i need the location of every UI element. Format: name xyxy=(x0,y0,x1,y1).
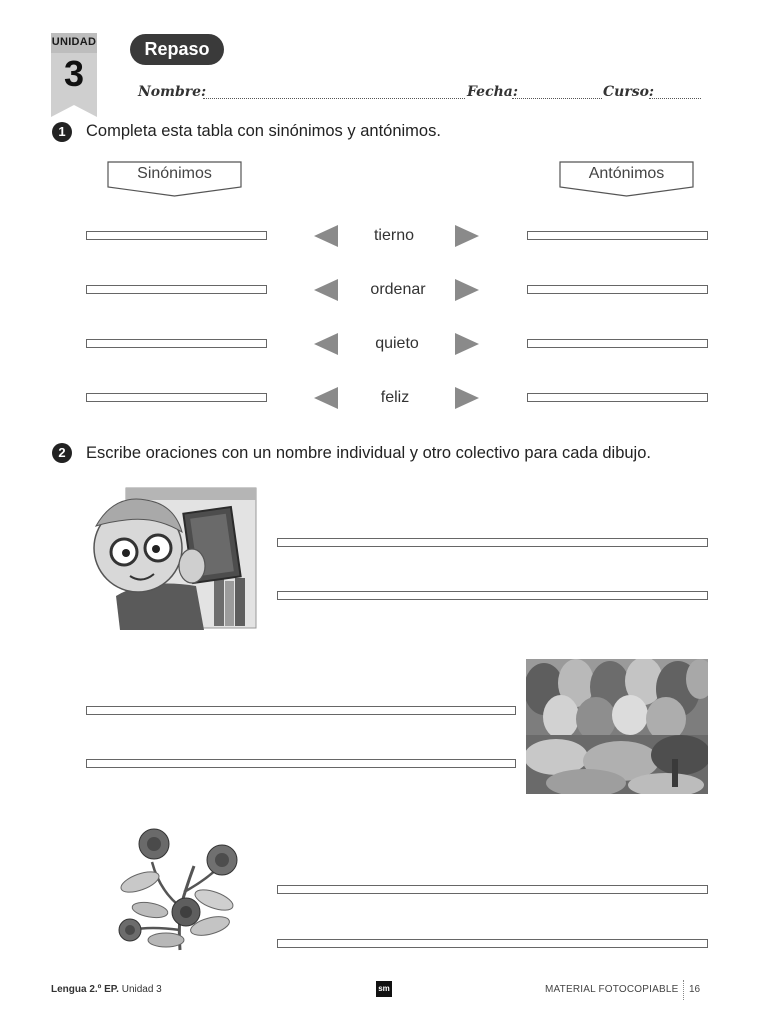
synonym-answer-line[interactable] xyxy=(86,339,267,348)
exercise-2-instruction: Escribe oraciones con un nombre individual y otro colectivo para cada dibujo. xyxy=(86,444,651,462)
word-item: tierno xyxy=(373,227,415,244)
footer-book-title: Lengua 2.º EP. xyxy=(51,984,119,995)
page-number: 16 xyxy=(689,984,701,995)
boy-with-books-illustration xyxy=(86,486,258,630)
antonimos-heading: Antónimos xyxy=(588,165,665,182)
sentence-answer-line[interactable] xyxy=(277,591,708,600)
exercise-1-number: 1 xyxy=(52,122,72,142)
sentence-answer-line[interactable] xyxy=(277,939,708,948)
antonym-answer-line[interactable] xyxy=(527,339,708,348)
footer-material: MATERIAL FOTOCOPIABLE xyxy=(545,984,679,995)
sentence-answer-line[interactable] xyxy=(86,759,516,768)
fecha-label: Fecha: xyxy=(467,84,519,100)
synonym-answer-line[interactable] xyxy=(86,285,267,294)
footer-book-unit: Unidad 3 xyxy=(121,984,162,995)
exercise-2-number: 2 xyxy=(52,443,72,463)
curso-label: Curso: xyxy=(603,84,655,100)
nombre-label: Nombre: xyxy=(138,84,207,100)
nombre-field[interactable] xyxy=(203,98,465,99)
section-title: Repaso xyxy=(130,34,224,65)
sm-logo: sm xyxy=(376,981,392,997)
synonym-answer-line[interactable] xyxy=(86,231,267,240)
arrow-left-icon xyxy=(314,333,338,355)
sentence-answer-line[interactable] xyxy=(277,538,708,547)
exercise-1-instruction: Completa esta tabla con sinónimos y antónimos. xyxy=(86,122,441,140)
footer-book-info xyxy=(51,984,162,995)
antonym-answer-line[interactable] xyxy=(527,285,708,294)
footer-divider xyxy=(683,980,684,1000)
unit-label: UNIDAD xyxy=(51,36,97,48)
antonym-answer-line[interactable] xyxy=(527,231,708,240)
fecha-field[interactable] xyxy=(512,98,602,99)
sentence-answer-line[interactable] xyxy=(277,885,708,894)
arrow-left-icon xyxy=(314,387,338,409)
arrow-right-icon xyxy=(455,279,479,301)
unit-number: 3 xyxy=(63,53,85,94)
antonym-answer-line[interactable] xyxy=(527,393,708,402)
roses-illustration xyxy=(110,822,250,952)
curso-field[interactable] xyxy=(649,98,701,99)
sentence-answer-line[interactable] xyxy=(86,706,516,715)
word-item: ordenar xyxy=(370,281,426,298)
word-item: feliz xyxy=(380,389,410,406)
synonym-answer-line[interactable] xyxy=(86,393,267,402)
arrow-right-icon xyxy=(455,225,479,247)
arrow-left-icon xyxy=(314,225,338,247)
arrow-right-icon xyxy=(455,333,479,355)
arrow-left-icon xyxy=(314,279,338,301)
arrow-right-icon xyxy=(455,387,479,409)
sinonimos-heading: Sinónimos xyxy=(137,165,212,182)
forest-illustration xyxy=(526,659,708,794)
word-item: quieto xyxy=(375,335,419,352)
